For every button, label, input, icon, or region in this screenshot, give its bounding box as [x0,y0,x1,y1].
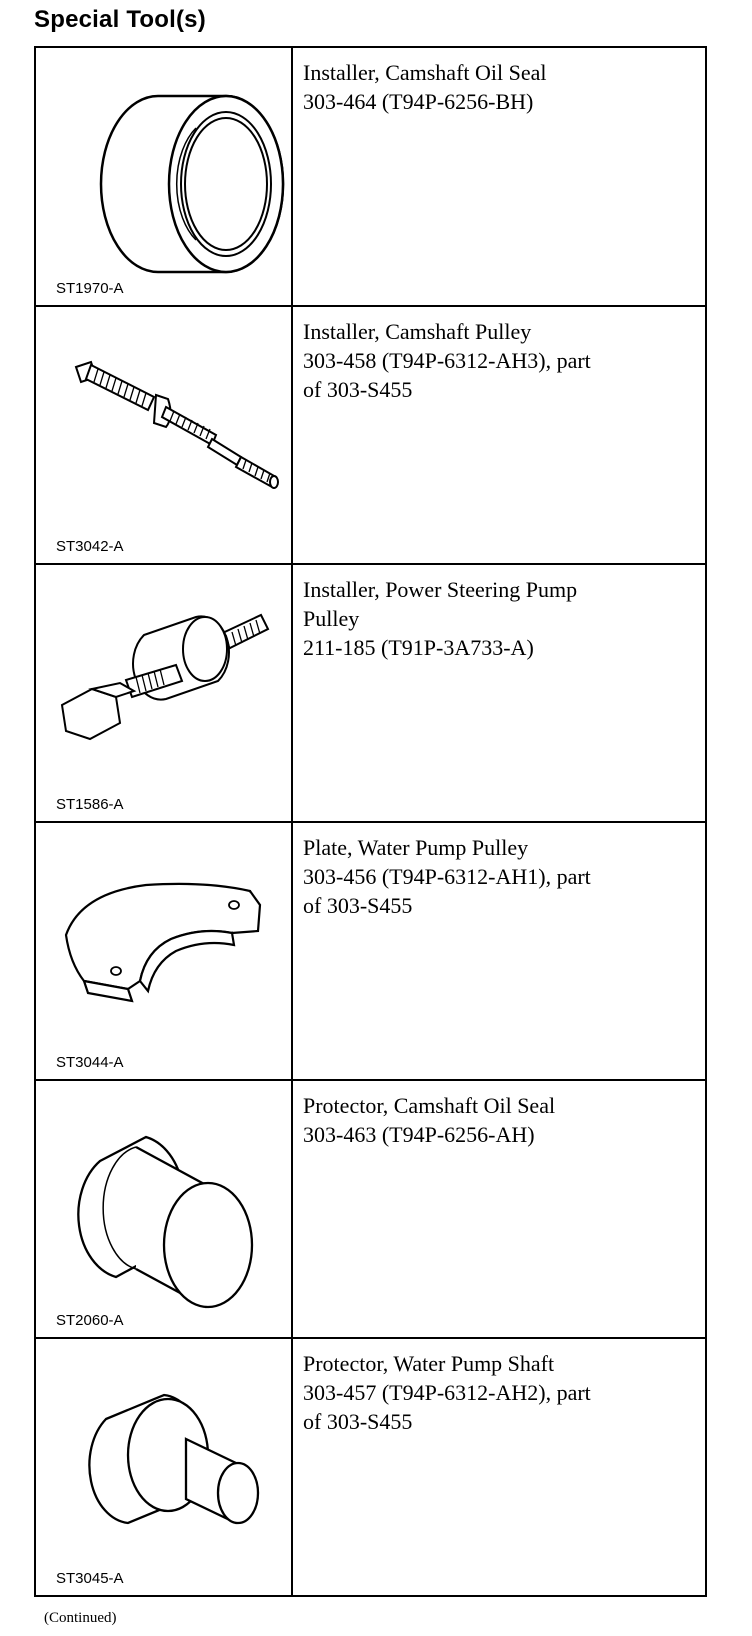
tool-name-line: Pulley [303,606,360,631]
tool-code: ST3042-A [56,538,124,555]
table-row [35,822,706,1080]
page-title: Special Tool(s) [34,6,206,33]
table-row [35,1338,706,1596]
seal-installer-ring-icon [36,48,291,294]
tool-name-line: Installer, Camshaft Oil Seal [303,60,547,85]
pulley-plate-icon [36,823,291,1069]
tool-image-cell [35,822,292,1080]
tool-description [292,1080,706,1338]
continued-note: (Continued) [44,1610,117,1626]
tool-number-line: 303-456 (T94P-6312-AH1), part [303,864,591,889]
table-row [35,564,706,822]
seal-protector-cylinder-icon [36,1081,291,1327]
tool-image-cell [35,306,292,564]
tool-description [292,47,706,306]
tool-code: ST1586-A [56,796,124,813]
tool-name-line: Plate, Water Pump Pulley [303,835,529,860]
tool-number-line: 303-463 (T94P-6256-AH) [303,1122,535,1147]
tool-image-cell [35,47,292,306]
tool-number-line: 211-185 (T91P-3A733-A) [303,635,534,660]
tool-code: ST2060-A [56,1312,124,1329]
table-row [35,1080,706,1338]
special-tools-table [34,46,707,1597]
tool-number-line: 303-464 (T94P-6256-BH) [303,89,534,114]
tool-name-line: Protector, Camshaft Oil Seal [303,1093,556,1118]
tool-description [292,1338,706,1596]
tool-kit-line: of 303-S455 [303,1409,413,1434]
tool-image-cell [35,1338,292,1596]
tool-kit-line: of 303-S455 [303,377,413,402]
pulley-installer-bolt-icon [36,565,291,811]
tool-name-line: Protector, Water Pump Shaft [303,1351,555,1376]
tool-image-cell [35,564,292,822]
threaded-rod-installer-icon [36,307,291,553]
shaft-protector-stepped-icon [36,1339,291,1585]
tool-description [292,564,706,822]
tool-number-line: 303-458 (T94P-6312-AH3), part [303,348,591,373]
table-row [35,306,706,564]
tool-name-line: Installer, Power Steering Pump [303,577,578,602]
tool-kit-line: of 303-S455 [303,893,413,918]
tool-number-line: 303-457 (T94P-6312-AH2), part [303,1380,591,1405]
tool-code: ST1970-A [56,280,124,297]
tool-name-line: Installer, Camshaft Pulley [303,319,532,344]
table-row [35,47,706,306]
tool-code: ST3045-A [56,1570,124,1587]
tool-description [292,822,706,1080]
tool-image-cell [35,1080,292,1338]
tool-description [292,306,706,564]
tool-code: ST3044-A [56,1054,124,1071]
